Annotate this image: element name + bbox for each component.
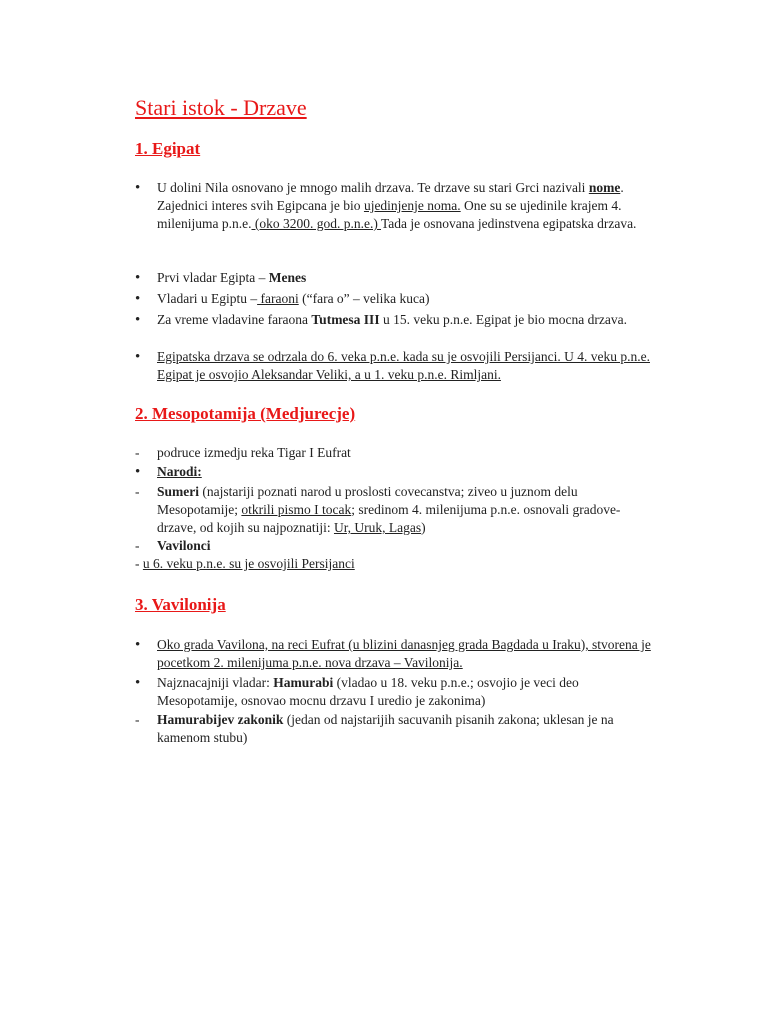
text-run: Narodi: — [157, 464, 202, 479]
list-item-text — [157, 311, 655, 329]
text-run: . Zajednici interes svih Egipcana je bio — [157, 180, 624, 213]
bullet-marker — [135, 269, 157, 287]
dash-marker — [135, 711, 157, 729]
text-run: (jedan od najstarijih sacuvanih pisanih zakona; uklesan je na kamenom stubu) — [157, 712, 614, 745]
list-item — [135, 537, 655, 555]
list-item-text — [157, 483, 655, 537]
bullet-marker — [135, 348, 157, 366]
text-run: otkrili pismo I tocak — [241, 502, 352, 517]
bullet-marker — [135, 179, 157, 197]
list-item — [135, 348, 655, 384]
text-run: podruce izmedju reka Tigar I Eufrat — [157, 445, 351, 460]
list-item-text — [157, 179, 655, 233]
section-heading-mesopotamija: 2. Mesopotamija (Medjurecje) — [135, 404, 356, 423]
bullet-marker — [135, 636, 157, 654]
text-run: u 6. veku p.n.e. su je osvojili Persijanci — [142, 556, 355, 571]
text-run: faraoni — [257, 291, 299, 306]
list-item — [135, 463, 655, 481]
text-run: Egipatska drzava se odrzala do 6. veka p.n.e. kada su je osvojili Persijanci. U 4. veku p.n.e. Egipat je osvojio Aleksandar Veliki, a u 1. veku p.n.e. Rimljani. — [157, 349, 650, 382]
text-run: ujedinjenje noma. — [363, 198, 461, 213]
text-run: nome — [588, 180, 621, 195]
text-run: Tutmesa III — [311, 312, 380, 327]
text-run: ; sredinom 4. milenijuma p.n.e. osnovali gradove-drzave, od kojih su najpoznatiji: — [157, 502, 621, 535]
section-heading-egipat: 1. Egipat — [135, 139, 201, 158]
text-run: - — [135, 556, 143, 571]
text-run: Vavilonci — [157, 538, 211, 553]
text-run: Sumeri — [157, 484, 199, 499]
bullet-marker — [135, 463, 157, 481]
bullet-marker — [135, 311, 157, 329]
list-item-text — [157, 463, 655, 481]
list-item — [135, 711, 655, 747]
text-run: (“fara o” – velika kuca) — [298, 291, 430, 306]
list-item — [135, 179, 655, 233]
text-run: Za vreme vladavine faraona — [157, 312, 312, 327]
text-run: Hamurabijev zakonik — [157, 712, 284, 727]
text-run: Ur, Uruk, Lagas — [333, 520, 422, 535]
list-item-text — [157, 537, 655, 555]
section-heading-vavilonija: 3. Vavilonija — [135, 595, 226, 614]
text-run: (najstariji poznati narod u proslosti covecanstva; ziveo u juznom delu Mesopotamije; — [157, 484, 578, 517]
text-run: Menes — [268, 270, 307, 285]
list-item-text — [157, 348, 655, 384]
list-item — [135, 674, 655, 710]
text-run: u 15. veku p.n.e. Egipat je bio mocna drzava. — [379, 312, 628, 327]
text-run: ) — [421, 520, 426, 535]
text-run: (vladao u 18. veku p.n.e.; osvojio je veci deo Mesopotamije, osnovao mocnu drzavu I uredio je zakonima) — [157, 675, 579, 708]
document-title: Stari istok - Drzave — [135, 95, 307, 120]
bullet-marker — [135, 674, 157, 692]
list-item — [135, 311, 655, 329]
text-run: (oko 3200. god. p.n.e.) — [251, 216, 381, 231]
dash-marker — [135, 483, 157, 501]
dash-marker — [135, 537, 157, 555]
text-run: Prvi vladar Egipta – — [157, 270, 269, 285]
list-item-text — [157, 674, 655, 710]
list-item-text — [157, 444, 655, 462]
list-item — [135, 290, 655, 308]
text-run: Hamurabi — [273, 675, 334, 690]
list-item — [135, 555, 655, 573]
list-item-text — [157, 636, 655, 672]
text-run: Vladari u Egiptu – — [157, 291, 258, 306]
text-run: U dolini Nila osnovano je mnogo malih drzava. Te drzave su stari Grci nazivali — [157, 180, 589, 195]
bullet-marker — [135, 290, 157, 308]
list-item-text — [135, 555, 655, 573]
text-run: Najznacajniji vladar: — [157, 675, 274, 690]
dash-marker — [135, 444, 157, 462]
list-item-text — [157, 290, 655, 308]
list-item-text — [157, 269, 655, 287]
list-item — [135, 444, 655, 462]
list-item — [135, 483, 655, 537]
list-item — [135, 636, 655, 672]
text-run: One su se ujedinile krajem 4. milenijuma p.n.e. — [157, 198, 622, 231]
list-item — [135, 269, 655, 287]
text-run: Tada je osnovana jedinstvena egipatska drzava. — [380, 216, 637, 231]
text-run: Oko grada Vavilona, na reci Eufrat (u blizini danasnjeg grada Bagdada u Iraku), stvorena je pocetkom 2. milenijuma p.n.e. nova drzava – Vavilonija. — [157, 637, 651, 670]
list-item-text — [157, 711, 655, 747]
